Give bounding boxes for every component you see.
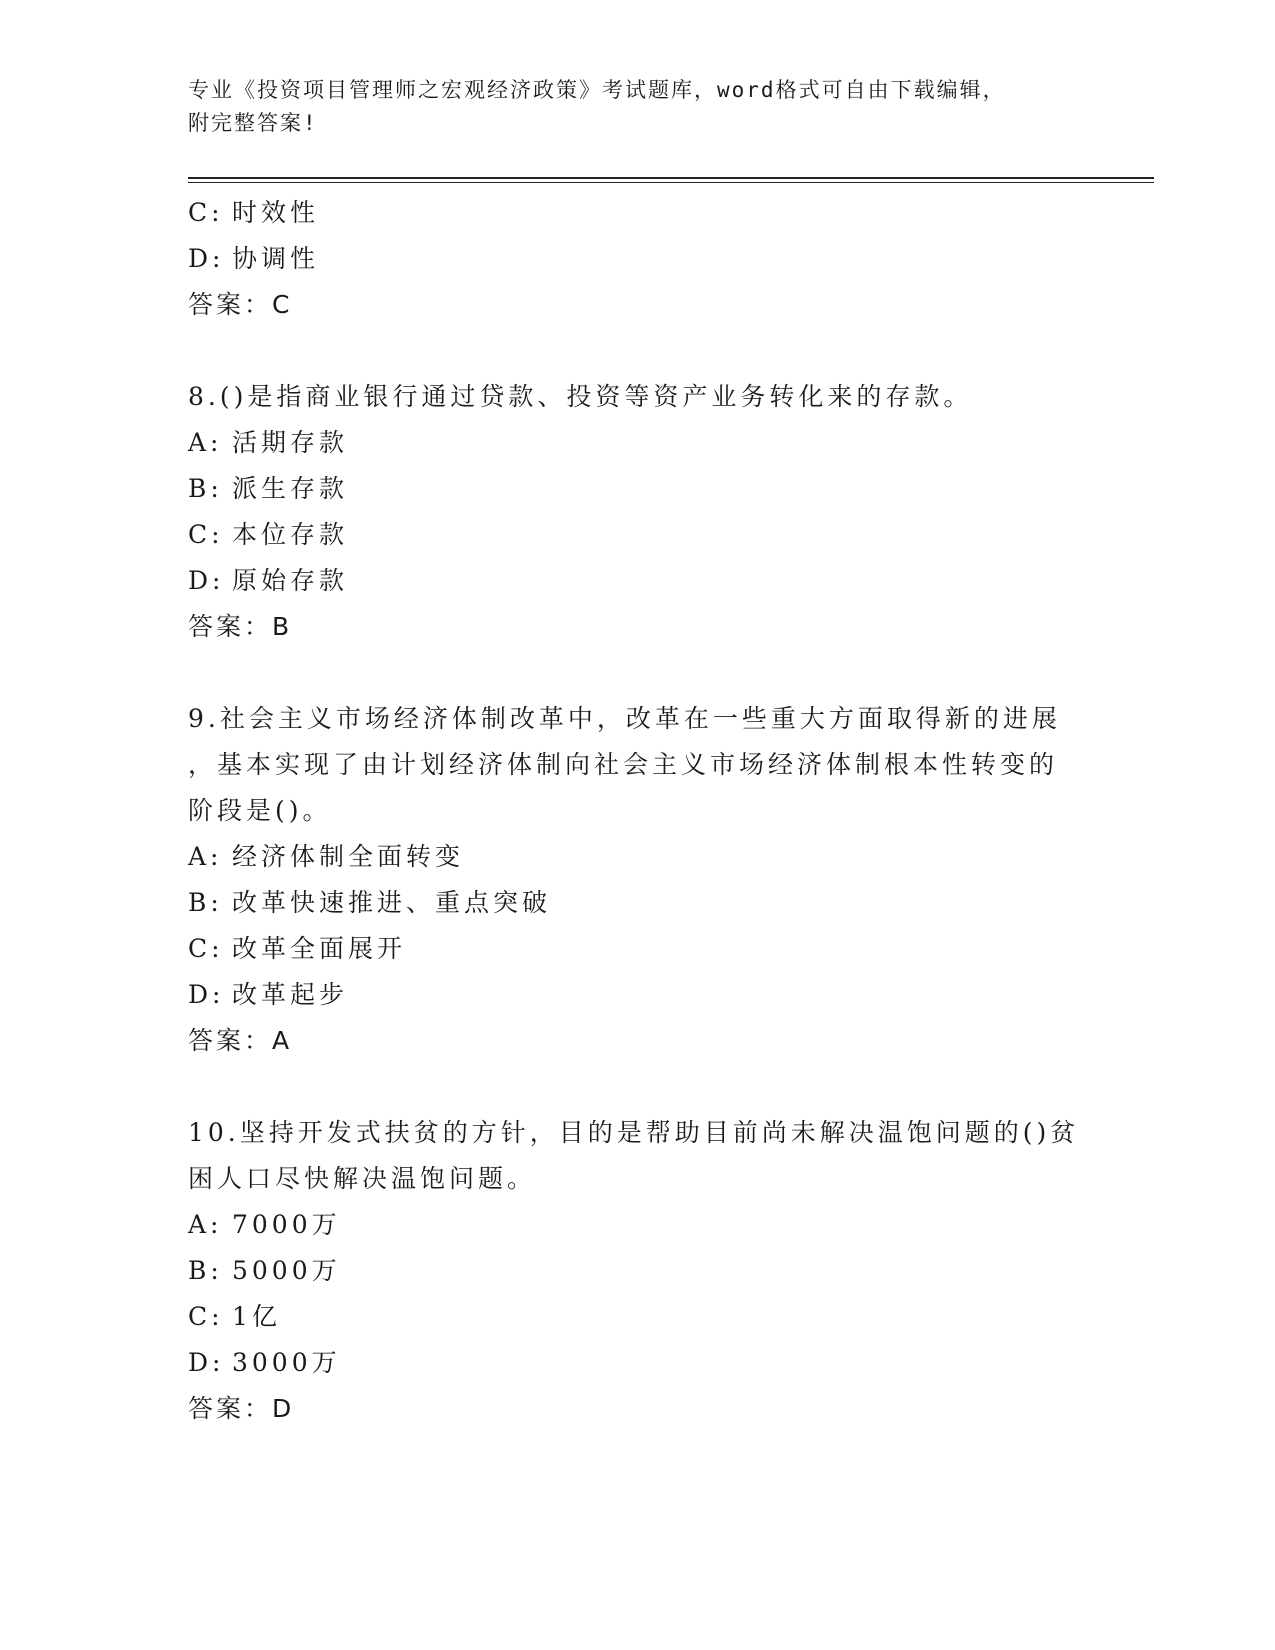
header-rule-thin (188, 182, 1154, 183)
option-label: A: (188, 1210, 223, 1239)
answer-line: 答案：A (188, 1026, 293, 1055)
option-text: 协调性 (232, 244, 320, 273)
partial-question (188, 190, 1088, 328)
option-c (188, 926, 1088, 972)
option-label: A: (188, 842, 223, 871)
option-text: 改革快速推进、重点突破 (232, 888, 552, 917)
option-label: C: (188, 520, 224, 549)
question-text: 10.坚持开发式扶贫的方针，目的是帮助目前尚未解决温饱问题的()贫 (188, 1118, 1080, 1147)
option-c (188, 1294, 1088, 1340)
header-rule-thick (188, 177, 1154, 179)
option-label: D: (188, 980, 225, 1009)
document-body (188, 190, 1088, 1432)
question-text: 8.()是指商业银行通过贷款、投资等资产业务转化来的存款。 (188, 382, 973, 411)
option-c (188, 512, 1088, 558)
option-d (188, 1340, 1088, 1386)
option-b (188, 466, 1088, 512)
option-label: C: (188, 198, 224, 227)
option-label: A: (188, 428, 223, 457)
option-text: 3000万 (232, 1348, 341, 1377)
option-label: B: (188, 1256, 223, 1285)
option-text: 改革全面展开 (232, 934, 407, 963)
question-9 (188, 696, 1088, 1064)
option-b (188, 1248, 1088, 1294)
option-text: 时效性 (232, 198, 320, 227)
question-text: 9.社会主义市场经济体制改革中，改革在一些重大方面取得新的进展 (188, 704, 1061, 733)
header-line-1: 专业《投资项目管理师之宏观经济政策》考试题库，word格式可自由下载编辑， (188, 78, 1006, 102)
option-label: D: (188, 1348, 225, 1377)
option-label: B: (188, 474, 223, 503)
option-a (188, 420, 1088, 466)
option-d (188, 558, 1088, 604)
question-text: ，基本实现了由计划经济体制向社会主义市场经济体制根本性转变的 (188, 750, 1059, 779)
question-text: 困人口尽快解决温饱问题。 (188, 1164, 537, 1193)
option-text: 活期存款 (232, 428, 349, 457)
option-text: 原始存款 (232, 566, 349, 595)
header-line-2: 附完整答案! (188, 111, 318, 135)
option-a (188, 834, 1088, 880)
option-text: 5000万 (232, 1256, 341, 1285)
option-label: D: (188, 244, 225, 273)
option-label: C: (188, 934, 224, 963)
option-text: 改革起步 (232, 980, 349, 1009)
question-text: 阶段是()。 (188, 796, 332, 825)
option-d (188, 972, 1088, 1018)
option-text: 1亿 (232, 1302, 281, 1331)
option-a (188, 1202, 1088, 1248)
question-8 (188, 374, 1088, 650)
answer-line: 答案：D (188, 1394, 295, 1423)
option-b (188, 880, 1088, 926)
option-text: 本位存款 (232, 520, 349, 549)
answer-line: 答案：C (188, 290, 293, 319)
option-label: B: (188, 888, 223, 917)
option-d (188, 236, 1088, 282)
spacer (188, 328, 1088, 374)
option-label: C: (188, 1302, 224, 1331)
option-text: 经济体制全面转变 (232, 842, 465, 871)
option-text: 7000万 (232, 1210, 341, 1239)
option-c (188, 190, 1088, 236)
spacer (188, 650, 1088, 696)
option-text: 派生存款 (232, 474, 349, 503)
document-header (188, 74, 1068, 140)
question-10 (188, 1110, 1088, 1432)
answer-line: 答案：B (188, 612, 293, 641)
spacer (188, 1064, 1088, 1110)
option-label: D: (188, 566, 225, 595)
